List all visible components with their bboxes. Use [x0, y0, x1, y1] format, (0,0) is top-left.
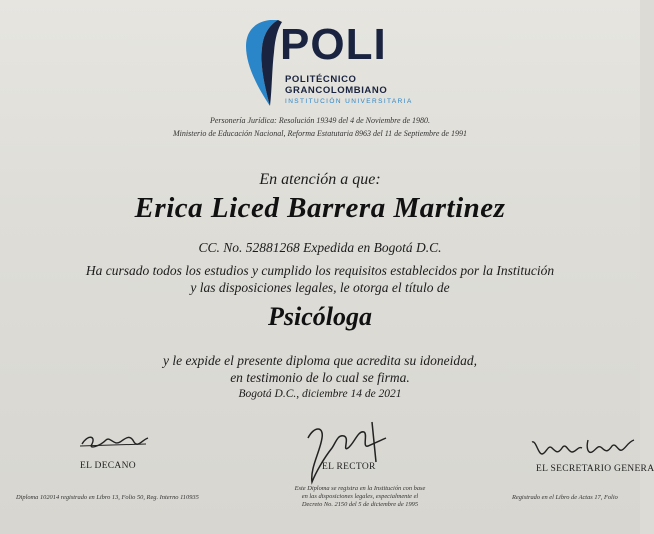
logo-line-1: POLITÉCNICO [285, 74, 357, 85]
dean-label: EL DECANO [80, 461, 136, 471]
id-line: CC. No. 52881268 Expedida en Bogotá D.C. [198, 240, 442, 255]
secretary-label: EL SECRETARIO GENERA [536, 464, 654, 474]
closing-line-2: en testimonio de lo cual se firma. [230, 370, 410, 385]
footer-mid-line-2: en las disposiciones legales, especialmente el [301, 493, 419, 500]
logo-line-2: GRANCOLOMBIANO [285, 85, 388, 96]
body-line-2: y las disposiciones legales, le otorga el título de [190, 280, 450, 295]
degree-title: Psicóloga [268, 302, 372, 331]
dean-signature [78, 428, 150, 454]
rector-signature [302, 418, 392, 488]
legal-line-1: Personería Jurídica: Resolución 19349 del 4 de Noviembre de 1980. [209, 116, 431, 125]
graduate-name: Erica Liced Barrera Martinez [134, 192, 506, 224]
body-line-1: Ha cursado todos los estudios y cumplido los requisitos establecidos por la Institución [85, 263, 555, 278]
attention-heading: En atención a que: [259, 171, 381, 188]
poli-mark-icon [244, 18, 284, 110]
logo-line-3: INSTITUCIÓN UNIVERSITARIA [285, 98, 413, 105]
rector-label: EL RECTOR [322, 462, 376, 472]
place-date: Bogotá D.C., diciembre 14 de 2021 [238, 388, 402, 400]
secretary-signature [530, 436, 638, 462]
poli-logo [244, 18, 414, 113]
footer-mid-line-3: Decreto No. 2150 del 5 de diciembre de 1995 [301, 501, 419, 508]
logo-wordmark: POLI [280, 20, 387, 69]
footer-mid-line-1: Este Diploma se registra en la Institución con base [294, 485, 426, 492]
closing-line-1: y le expide el presente diploma que acredita su idoneidad, [163, 353, 477, 368]
footer-left-note: Diploma 102014 registrado en Libro 13, Folio 50, Reg. Interno 110935 [16, 494, 199, 501]
footer-mid-note [270, 485, 450, 509]
legal-line-2: Ministerio de Educación Nacional, Reforma Estatutaria 8963 del 11 de Septiembre de 1991 [173, 129, 467, 138]
footer-right-note: Registrado en el Libro de Actas 17, Folio [512, 494, 618, 501]
